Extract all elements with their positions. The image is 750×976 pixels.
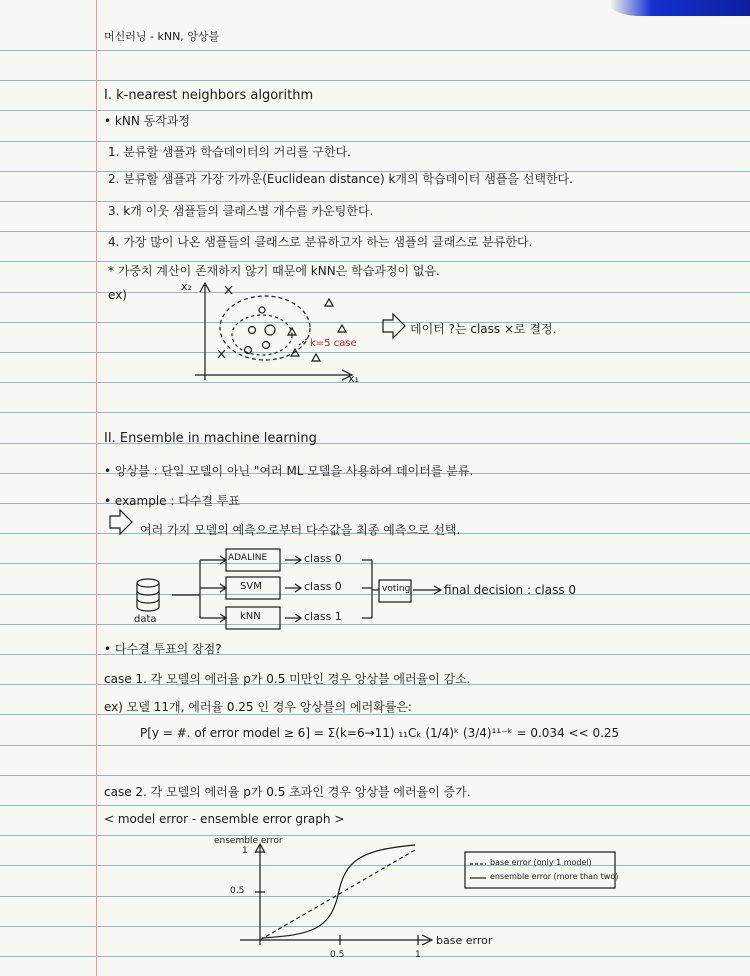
- case-1: case 1. 각 모델의 에러율 p가 0.5 미만인 경우 앙상블 에러율이 감소.: [104, 672, 471, 686]
- example-description: 여러 가지 모델의 예측으로부터 다수값을 최종 예측으로 선택.: [140, 523, 461, 537]
- binomial-formula: P[y = #. of error model ≥ 6] = Σ(k=6→11) ₁₁Cₖ (1/4)ᵏ (3/4)¹¹⁻ᵏ = 0.034 << 0.25: [140, 726, 620, 740]
- knn-step-3: 3. k개 이웃 샘플들의 클래스별 개수를 카운팅한다.: [108, 204, 374, 218]
- case-1-example: ex) 모델 11개, 에러율 0.25 인 경우 앙상블의 에러확률은:: [104, 700, 412, 714]
- legend-base-error: base error (only 1 model): [490, 858, 592, 867]
- legend-ensemble-error: ensemble error (more than two): [490, 872, 619, 881]
- data-label: data: [134, 614, 157, 625]
- tick-y-1-label: 1: [242, 846, 248, 856]
- ensemble-definition: • 앙상블 : 단일 모델이 아닌 "여러 ML 모델을 사용하여 데이터를 분류.: [104, 464, 474, 478]
- output-adaline: class 0: [304, 552, 342, 565]
- k-case-label: k=5 case: [310, 338, 357, 349]
- knn-x-axis-label: x₁: [348, 372, 359, 385]
- example-label: ex): [108, 288, 127, 302]
- page-title: 머신러닝 - kNN, 앙상블: [104, 30, 220, 43]
- knn-step-1: 1. 분류할 샘플과 학습데이터의 거리를 구한다.: [108, 145, 351, 159]
- output-knn: class 1: [304, 610, 342, 623]
- section-1-subheading: • kNN 동작과정: [104, 114, 190, 128]
- model-adaline: ADALINE: [228, 553, 268, 563]
- model-svm: SVM: [240, 581, 262, 592]
- section-2-heading: II. Ensemble in machine learning: [104, 431, 317, 446]
- case-2: case 2. 각 모델의 에러율 p가 0.5 초과인 경우 앙상블 에러율이 증가.: [104, 785, 471, 799]
- final-decision: final decision : class 0: [444, 583, 577, 597]
- knn-note: * 가중치 계산이 존재하지 않기 때문에 kNN은 학습과정이 없음.: [108, 264, 440, 278]
- voting-label: voting: [382, 584, 411, 594]
- tick-x-1-label: 1: [415, 950, 421, 960]
- example-title: • example : 다수결 투표: [104, 494, 240, 508]
- knn-result: 데이터 ?는 class ×로 결정.: [410, 322, 557, 336]
- merit-title: • 다수결 투표의 장점?: [104, 642, 222, 656]
- knn-step-4: 4. 가장 많이 나온 샘플들의 클래스로 분류하고자 하는 샘플의 클래스로 분류한다.: [108, 235, 533, 249]
- knn-step-2: 2. 분류할 샘플과 가장 가까운(Euclidean distance) k개의 학습데이터 샘플을 선택한다.: [108, 172, 573, 186]
- output-svm: class 0: [304, 580, 342, 593]
- graph-x-label: base error: [436, 934, 493, 947]
- model-knn: kNN: [240, 611, 261, 622]
- ensemble-error-curve: [262, 845, 415, 938]
- section-1-heading: I. k-nearest neighbors algorithm: [104, 88, 314, 103]
- tick-x-05-label: 0.5: [330, 950, 345, 960]
- graph-y-label: ensemble error: [214, 836, 283, 846]
- graph-title: < model error - ensemble error graph >: [104, 812, 345, 826]
- tick-y-05-label: 0.5: [230, 886, 245, 896]
- knn-y-axis-label: x₂: [181, 280, 192, 293]
